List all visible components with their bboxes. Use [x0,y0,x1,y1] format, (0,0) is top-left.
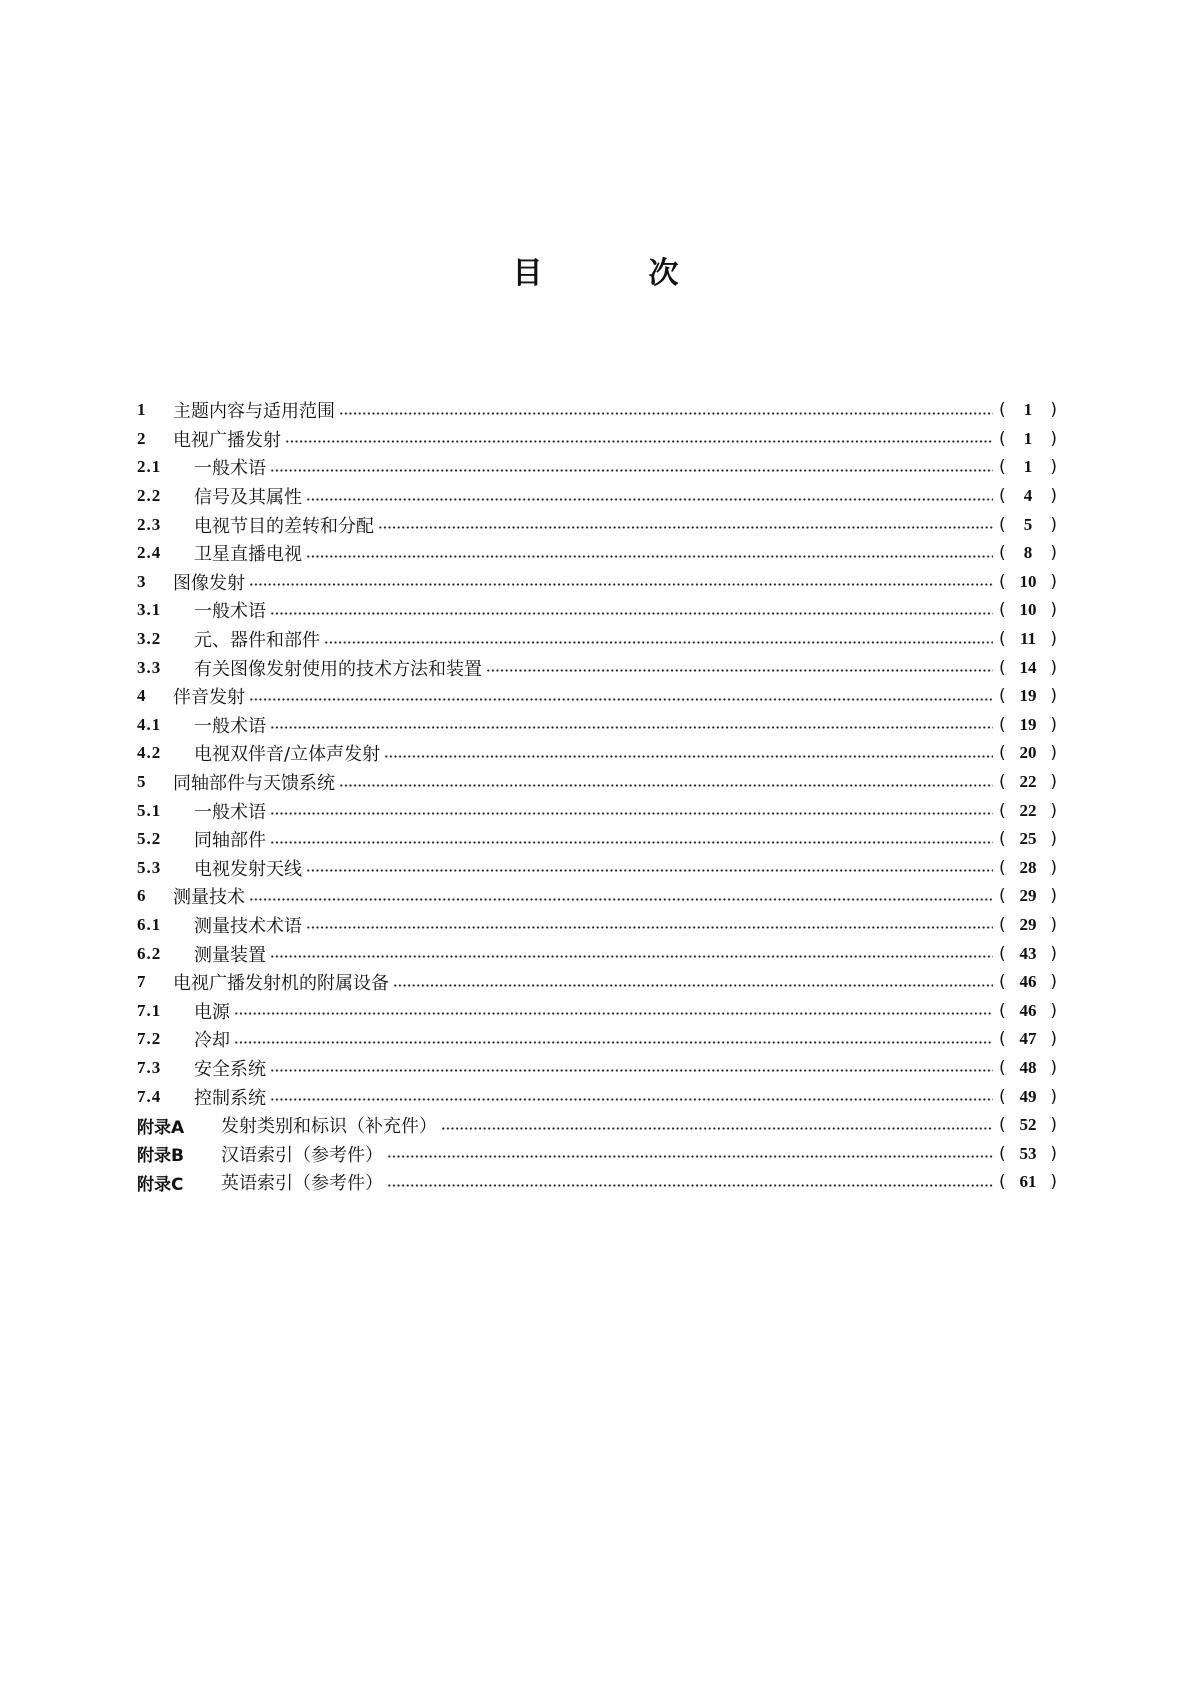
toc-entry-label: 有关图像发射使用的技术方法和装置 [194,658,482,680]
toc-entry-label: 伴音发射 [173,687,245,709]
dot-leader [270,1069,993,1072]
toc-entry[interactable] [137,854,1057,883]
paren-open: ( [999,800,1006,821]
dot-leader [249,898,993,901]
toc-entry-page [999,915,1057,935]
toc-entry-label: 电源 [194,1001,230,1023]
toc-entry-page [999,772,1057,792]
toc-entry-page [999,686,1057,706]
dot-leader [306,926,993,929]
paren-close: ) [1050,743,1057,764]
toc-entry-page [999,658,1057,678]
paren-open: ( [999,1115,1006,1136]
toc-entry-label: 元、器件和部件 [194,630,320,652]
toc-entry-label: 一般术语 [194,601,266,623]
paren-open: ( [999,543,1006,564]
title-char-2: 次 [648,256,679,291]
toc-entry-number: 7.3 [137,1057,162,1077]
toc-entry-number: 5 [137,772,147,792]
toc-entry-page-number: 4 [1023,486,1033,506]
paren-open: ( [999,886,1006,907]
paren-open: ( [999,629,1006,650]
paren-open: ( [999,657,1006,678]
toc-entry-label: 英语索引（参考件） [221,1173,383,1195]
toc-entry-label: 图像发射 [173,572,245,594]
paren-close: ) [1050,1143,1057,1164]
toc-entry-label: 测量装置 [194,944,266,966]
paren-open: ( [999,914,1006,935]
toc-entry-label: 电视广播发射 [173,429,281,451]
dot-leader [234,1041,993,1044]
dot-leader [393,984,993,987]
paren-close: ) [1050,886,1057,907]
toc-entry-label: 测量技术术语 [194,915,302,937]
toc-entry-page-number: 29 [1019,914,1037,934]
toc-entry-label: 同轴部件与天馈系统 [173,773,335,795]
paren-open: ( [999,486,1006,507]
toc-entry-page-number: 14 [1019,657,1037,677]
toc-entry-page [999,515,1057,535]
toc-entry-page [999,1001,1057,1021]
toc-entry-page-number: 19 [1019,714,1037,734]
toc-entry-page-number: 8 [1023,543,1033,563]
page-title [0,248,1191,292]
toc-entry-label: 一般术语 [194,715,266,737]
paren-close: ) [1050,1057,1057,1078]
toc-entry[interactable] [137,682,1057,711]
toc-entry-label: 电视广播发射机的附属设备 [173,973,389,995]
toc-entry-number: 3.2 [137,629,162,649]
paren-open: ( [999,743,1006,764]
toc-entry-page-number: 46 [1019,1000,1037,1020]
dot-leader [234,1012,993,1015]
paren-open: ( [999,600,1006,621]
paren-open: ( [999,714,1006,735]
toc-entry-number: 4.1 [137,714,162,734]
paren-open: ( [999,857,1006,878]
toc-entry-page [999,944,1057,964]
toc-entry-number: 6.2 [137,943,162,963]
toc-entry-page [999,858,1057,878]
toc-entry-number: 3 [137,571,147,591]
dot-leader [378,526,993,529]
dot-leader [387,1155,993,1158]
toc-entry-number: 附录C [137,1174,184,1195]
toc-entry-number: 5.1 [137,800,162,820]
toc-entry-page [999,1172,1057,1192]
paren-close: ) [1050,772,1057,793]
toc-entry-label: 测量技术 [173,887,245,909]
toc-entry[interactable] [137,1082,1057,1111]
paren-open: ( [999,1029,1006,1050]
paren-close: ) [1050,1115,1057,1136]
dot-leader [324,641,993,644]
toc-entry-page-number: 43 [1019,943,1037,963]
toc-entry-page-number: 5 [1023,514,1033,534]
toc-entry[interactable] [137,596,1057,625]
paren-close: ) [1050,428,1057,449]
paren-close: ) [1050,600,1057,621]
toc-entry-label: 冷却 [194,1030,230,1052]
toc-entry-number: 2.2 [137,486,162,506]
toc-entry[interactable] [137,453,1057,482]
toc-entry[interactable] [137,653,1057,682]
dot-leader [486,669,993,672]
toc-entry-label: 卫星直播电视 [194,544,302,566]
toc-entry[interactable] [137,796,1057,825]
toc-entry-label: 主题内容与适用范围 [173,401,335,423]
toc-entry-page [999,1144,1057,1164]
paren-open: ( [999,571,1006,592]
dot-leader [270,726,993,729]
toc-entry-number: 2.4 [137,543,162,563]
paren-open: ( [999,829,1006,850]
toc-entry[interactable] [137,768,1057,797]
toc-entry-page [999,486,1057,506]
paren-open: ( [999,514,1006,535]
paren-close: ) [1050,714,1057,735]
paren-close: ) [1050,514,1057,535]
paren-close: ) [1050,1029,1057,1050]
toc-entry[interactable] [137,968,1057,997]
paren-close: ) [1050,1000,1057,1021]
paren-close: ) [1050,914,1057,935]
toc-entry-number: 附录B [137,1146,184,1167]
paren-close: ) [1050,629,1057,650]
toc-entry-page-number: 10 [1019,571,1037,591]
paren-open: ( [999,1057,1006,1078]
dot-leader [270,955,993,958]
dot-leader [306,869,993,872]
paren-open: ( [999,1086,1006,1107]
dot-leader [270,841,993,844]
dot-leader [339,412,993,415]
toc-entry-number: 7.1 [137,1000,162,1020]
toc-entry-page-number: 22 [1019,800,1037,820]
toc-entry-label: 安全系统 [194,1058,266,1080]
toc-entry-number: 2 [137,428,147,448]
paren-close: ) [1050,486,1057,507]
toc-entry-page [999,801,1057,821]
paren-open: ( [999,943,1006,964]
toc-entry[interactable] [137,510,1057,539]
toc-entry[interactable] [137,539,1057,568]
toc-entry-page-number: 1 [1023,428,1033,448]
toc-entry-number: 5.3 [137,857,162,877]
toc-entry-number: 6 [137,886,147,906]
dot-leader [306,498,993,501]
toc-entry-page [999,600,1057,620]
toc-entry-number: 附录A [137,1117,185,1138]
toc-entry-number: 5.2 [137,829,162,849]
dot-leader [249,698,993,701]
dot-leader [441,1127,993,1130]
toc-entry-page [999,457,1057,477]
toc-entry-page [999,543,1057,563]
toc-entry-page-number: 46 [1019,972,1037,992]
toc-entry-number: 6.1 [137,914,162,934]
toc-entry-number: 4.2 [137,743,162,763]
paren-close: ) [1050,457,1057,478]
toc-entry-label: 一般术语 [194,801,266,823]
dot-leader [339,784,993,787]
toc-entry[interactable] [137,939,1057,968]
paren-close: ) [1050,857,1057,878]
paren-close: ) [1050,657,1057,678]
toc-entry-page-number: 1 [1023,400,1033,420]
toc-entry-page-number: 53 [1019,1143,1037,1163]
paren-open: ( [999,972,1006,993]
toc-entry-page-number: 11 [1019,629,1037,649]
toc-entry[interactable] [137,882,1057,911]
dot-leader [285,440,993,443]
toc-entry-label: 信号及其属性 [194,487,302,509]
paren-close: ) [1050,400,1057,421]
toc-entry-label: 同轴部件 [194,830,266,852]
toc-entry-page [999,429,1057,449]
toc-entry[interactable] [137,825,1057,854]
toc-entry-page-number: 48 [1019,1057,1037,1077]
paren-close: ) [1050,943,1057,964]
paren-close: ) [1050,686,1057,707]
paren-open: ( [999,428,1006,449]
toc-entry-page [999,886,1057,906]
paren-close: ) [1050,972,1057,993]
dot-leader [387,1184,993,1187]
paren-close: ) [1050,543,1057,564]
toc-entry-page-number: 1 [1023,457,1033,477]
toc-entry[interactable] [137,911,1057,940]
toc-entry-page-number: 61 [1019,1172,1037,1192]
toc-entry-number: 2.3 [137,514,162,534]
toc-entry-page [999,629,1057,649]
dot-leader [270,612,993,615]
paren-close: ) [1050,1086,1057,1107]
toc-entry[interactable] [137,996,1057,1025]
paren-open: ( [999,686,1006,707]
toc-entry-page [999,1029,1057,1049]
paren-open: ( [999,772,1006,793]
toc-entry[interactable] [137,1025,1057,1054]
toc-entry-number: 2.1 [137,457,162,477]
toc-entry-page [999,972,1057,992]
toc-entry[interactable] [137,711,1057,740]
toc-entry[interactable] [137,1168,1057,1197]
toc-entry[interactable] [137,1054,1057,1083]
toc-entry-page-number: 49 [1019,1086,1037,1106]
paren-open: ( [999,1000,1006,1021]
toc-entry[interactable] [137,739,1057,768]
dot-leader [249,583,993,586]
toc-entry-page-number: 25 [1019,829,1037,849]
toc-entry-number: 7.4 [137,1086,162,1106]
toc-entry-number: 7 [137,972,147,992]
paren-open: ( [999,457,1006,478]
toc-entry-page-number: 28 [1019,857,1037,877]
toc-entry-page [999,743,1057,763]
dot-leader [270,1098,993,1101]
toc-entry-label: 电视节目的差转和分配 [194,515,374,537]
toc-entry-page-number: 47 [1019,1029,1037,1049]
toc-entry-page [999,715,1057,735]
toc-entry-label: 电视发射天线 [194,858,302,880]
dot-leader [270,469,993,472]
toc-entry[interactable] [137,625,1057,654]
title-char-1: 目 [512,256,543,291]
toc-entry-label: 一般术语 [194,458,266,480]
paren-close: ) [1050,571,1057,592]
toc-entry-page-number: 29 [1019,886,1037,906]
toc-entry-number: 1 [137,400,147,420]
paren-open: ( [999,1172,1006,1193]
toc-entry-page-number: 19 [1019,686,1037,706]
paren-open: ( [999,1143,1006,1164]
paren-open: ( [999,400,1006,421]
toc-entry[interactable] [137,568,1057,597]
dot-leader [306,555,993,558]
toc-entry-number: 7.2 [137,1029,162,1049]
toc-entry-page [999,1058,1057,1078]
toc-entry[interactable] [137,1139,1057,1168]
toc-entry-label: 发射类别和标识（补充件） [221,1116,437,1138]
toc-entry-page-number: 20 [1019,743,1037,763]
paren-close: ) [1050,1172,1057,1193]
toc-entry-page [999,1115,1057,1135]
toc-entry-label: 汉语索引（参考件） [221,1144,383,1166]
toc-entry-page [999,572,1057,592]
toc-entry[interactable] [137,482,1057,511]
toc-entry-number: 4 [137,686,147,706]
toc-entry-page [999,829,1057,849]
paren-close: ) [1050,829,1057,850]
toc-entry-page [999,1087,1057,1107]
toc-entry-page-number: 22 [1019,772,1037,792]
toc-entry[interactable] [137,425,1057,454]
dot-leader [384,755,993,758]
toc-entry-page [999,400,1057,420]
toc-entry-number: 3.1 [137,600,162,620]
toc-entry[interactable] [137,396,1057,425]
toc-entry-number: 3.3 [137,657,162,677]
toc-entry-label: 电视双伴音/立体声发射 [194,744,381,766]
paren-close: ) [1050,800,1057,821]
dot-leader [270,812,993,815]
toc-entry-page-number: 10 [1019,600,1037,620]
toc-entry[interactable] [137,1111,1057,1140]
table-of-contents [137,396,1057,1197]
toc-entry-page-number: 52 [1019,1115,1037,1135]
toc-entry-label: 控制系统 [194,1087,266,1109]
